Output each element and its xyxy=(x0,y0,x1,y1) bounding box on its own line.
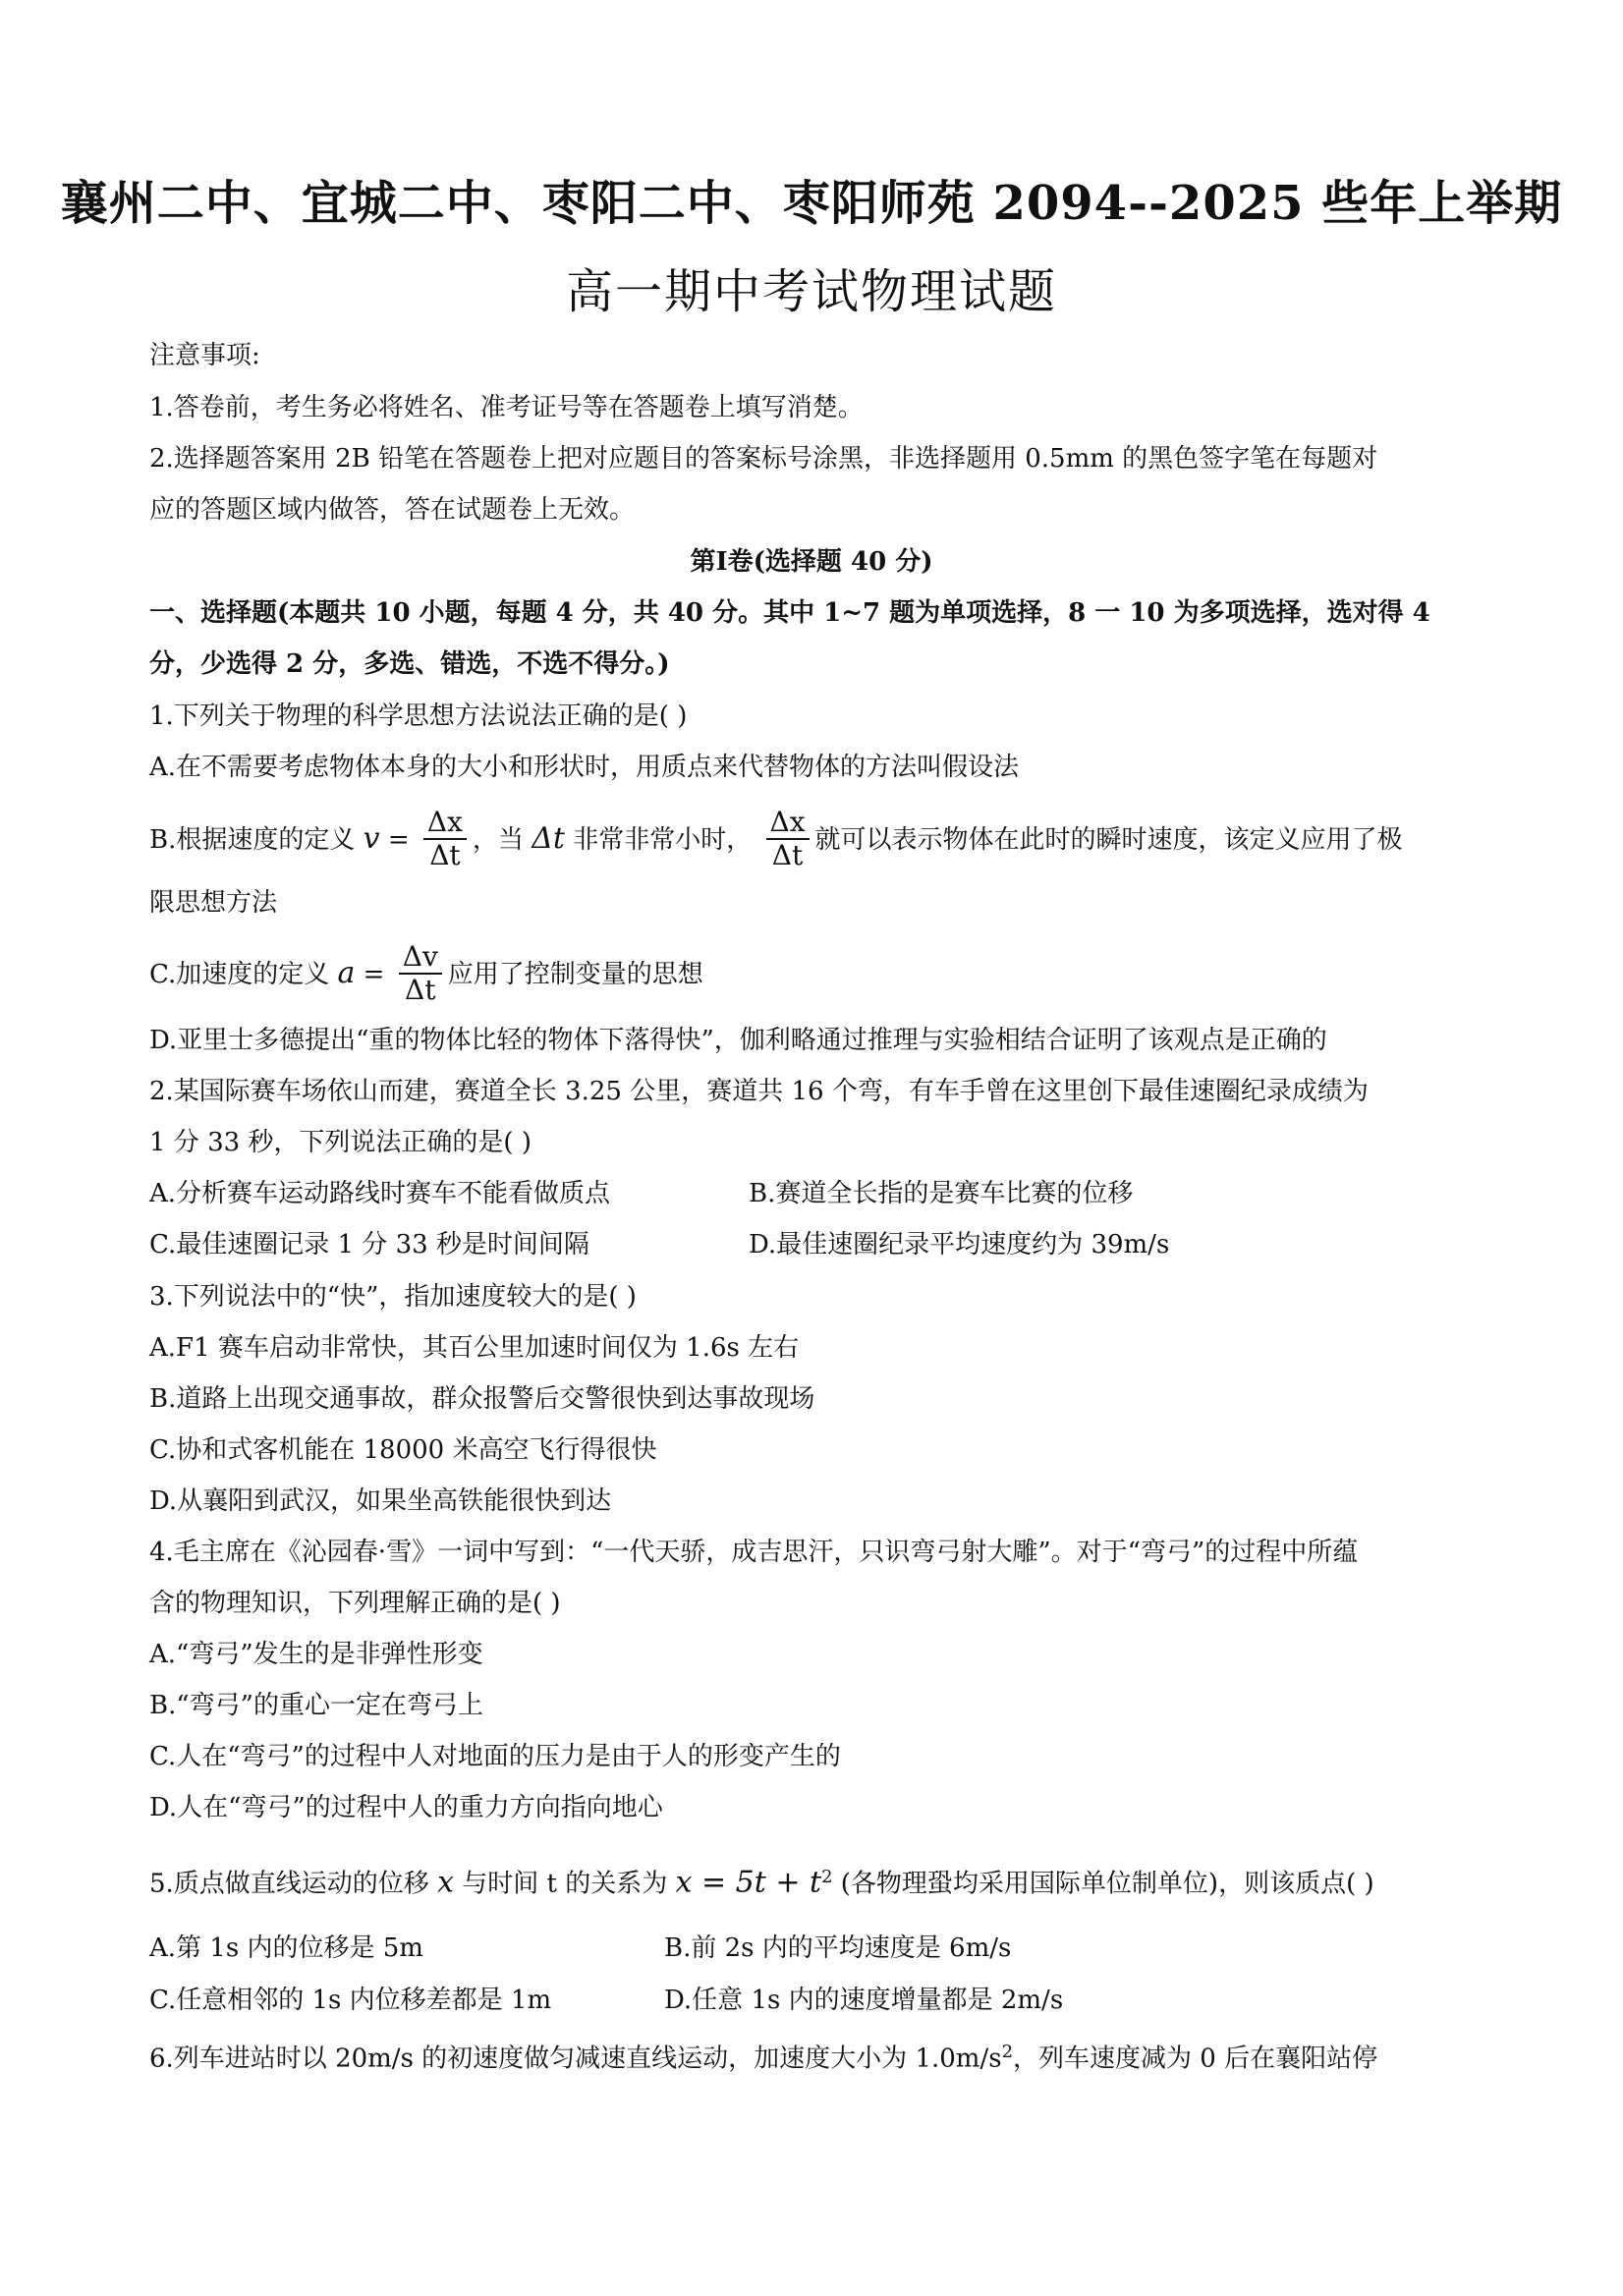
q2-option-d: D.最佳速圈纪录平均速度约为 39m/s xyxy=(749,1230,1170,1260)
exam-title: 襄州二中、宜城二中、枣阳二中、枣阳师苑 2094--2025 些年上举期 xyxy=(60,176,1563,231)
exam-subtitle: 高一期中考试物理试题 xyxy=(565,264,1057,319)
q5-option-d: D.任意 1s 内的速度增量都是 2m/s xyxy=(664,1986,1064,2015)
q1-option-c: C.加速度的定义 a = $\frac{\Delta v}{\Delta t}$ 应用了控制变量的思想 xyxy=(149,940,703,1006)
q1-option-b-line-2: 限思想方法 xyxy=(149,888,278,918)
q3-stem: 3.下列说法中的“快”，指加速度较大的是( ) xyxy=(149,1282,637,1312)
section-heading-line-1: 一、选择题(本题共 10 小题，每题 4 分，共 40 分。其中 1~7 题为单项选择，8 一 10 为多项选择，选对得 4 xyxy=(149,598,1430,628)
q4-option-c: C.人在“弯弓”的过程中人对地面的压力是由于人的形变产生的 xyxy=(149,1742,841,1771)
q4-option-b: B.“弯弓”的重心一定在弯弓上 xyxy=(149,1691,483,1720)
q1-option-a: A.在不需要考虑物体本身的大小和形状时，用质点来代替物体的方法叫假设法 xyxy=(149,753,1020,782)
q5-option-b: B.前 2s 内的平均速度是 6m/s xyxy=(664,1933,1012,1963)
q2-stem-line-1: 2.某国际赛车场依山而建，赛道全长 3.25 公里，赛道共 16 个弯，有车手曾在这里创下最佳速圈纪录成绩为 xyxy=(149,1077,1369,1106)
q1-b-fraction: $\frac{\Delta x}{\Delta t}$ xyxy=(423,807,467,871)
q1-option-d: D.亚里士多德提出“重的物体比轻的物体下落得快”，伽利略通过推理与实验相结合证明了该观点是正确的 xyxy=(149,1026,1327,1055)
q2-option-a: A.分析赛车运动路线时赛车不能看做质点 xyxy=(149,1179,611,1208)
q1-c-fraction: $\frac{\Delta v}{\Delta t}$ xyxy=(399,941,442,1006)
q4-option-d: D.人在“弯弓”的过程中人的重力方向指向地心 xyxy=(149,1793,663,1822)
section-title: 第Ⅰ卷(选择题 40 分) xyxy=(690,547,933,577)
notice-heading: 注意事项: xyxy=(149,341,260,370)
notice-item-1: 1.答卷前，考生务必将姓名、准考证号等在答题卷上填写消楚。 xyxy=(149,393,864,422)
q1-stem: 1.下列关于物理的科学思想方法说法正确的是( ) xyxy=(149,701,688,731)
q3-option-a: A.F1 赛车启动非常快，其百公里加速时间仅为 1.6s 左右 xyxy=(149,1333,800,1363)
q5-option-c: C.任意相邻的 1s 内位移差都是 1m xyxy=(149,1986,552,2015)
q2-stem-line-2: 1 分 33 秒，下列说法正确的是( ) xyxy=(149,1128,532,1157)
q2-option-b: B.赛道全长指的是赛车比赛的位移 xyxy=(749,1179,1134,1208)
q6-stem: 6.列车进站时以 20m/s 的初速度做匀减速直线运动，加速度大小为 $1.0m/s^2$，列车速度减为 0 后在襄阳站停 xyxy=(149,2042,1378,2074)
q3-option-c: C.协和式客机能在 18000 米高空飞行得很快 xyxy=(149,1435,657,1465)
q3-option-b: B.道路上出现交通事故，群众报警后交警很快到达事故现场 xyxy=(149,1384,815,1414)
q5-option-a: A.第 1s 内的位移是 5m xyxy=(149,1933,423,1963)
q4-stem-line-1: 4.毛主席在《沁园春·雪》一词中写到：“一代天骄，成吉思汗，只识弯弓射大雕”。对于“弯弓”的过程中所蕴 xyxy=(149,1538,1359,1567)
q3-option-d: D.从襄阳到武汉，如果坐高铁能很快到达 xyxy=(149,1486,612,1516)
notice-item-2-line-1: 2.选择题答案用 2B 铅笔在答题卷上把对应题目的答案标号涂黑，非选择题用 0.5mm 的黑色签字笔在每题对 xyxy=(149,444,1378,474)
notice-item-2-line-2: 应的答题区域内做答，答在试题卷上无效。 xyxy=(149,495,636,525)
q1-b-fraction-2: $\frac{\Delta x}{\Delta t}$ xyxy=(766,807,810,871)
section-heading-line-2: 分，少选得 2 分，多选、错选，不选不得分。) xyxy=(149,649,670,679)
q5-stem: 5.质点做直线运动的位移 x 与时间 t 的关系为 $x = 5t + t^2$ (各物理蛩均采用国际单位制单位)，则该质点( ) xyxy=(149,1865,1374,1900)
q4-stem-line-2: 含的物理知识，下列理解正确的是( ) xyxy=(149,1589,561,1618)
q2-option-c: C.最佳速圈记录 1 分 33 秒是时间间隔 xyxy=(149,1230,589,1260)
q1-option-b: B.根据速度的定义 v = $\frac{\Delta x}{\Delta t}$ ，当 Δt 非常非常小时， $\frac{\Delta x}{\Delta t}$ 就可以表示物体在此时的瞬时速度，该定义应用了极 xyxy=(149,806,1403,871)
q4-option-a: A.“弯弓”发生的是非弹性形变 xyxy=(149,1640,483,1669)
